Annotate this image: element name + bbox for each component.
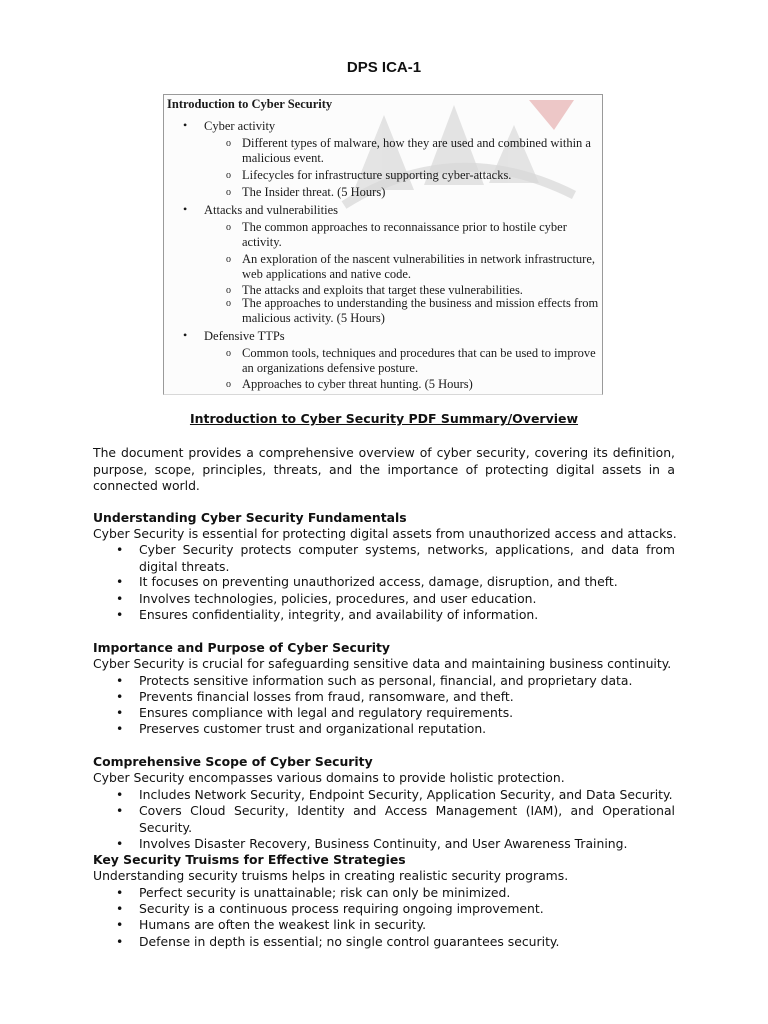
list-item: • Protects sensitive information such as personal, financial, and proprietary data. [116,673,633,688]
list-item: • Perfect security is unattainable; risk can only be minimized. [116,885,511,900]
syllabus-section-title: • Cyber activity [183,118,276,133]
syllabus-item: o The Insider threat. (5 Hours) [226,185,386,199]
circle-bullet-icon: o [226,170,231,181]
list-item: • Cyber Security protects computer systems, networks, applications, and data from digital threats. [116,542,675,574]
page-title: DPS ICA-1 [346,59,422,76]
circle-bullet-icon: o [226,298,231,309]
bullet-icon: • [116,803,124,818]
syllabus-section-title: • Attacks and vulnerabilities [183,202,338,217]
list-item: • Ensures confidentiality, integrity, and availability of information. [116,607,539,622]
bullet-icon: • [116,705,124,720]
section-lead: Cyber Security encompasses various domains to provide holistic protection. [93,770,565,785]
section-heading: Key Security Truisms for Effective Strategies [93,852,406,867]
bullet-icon: • [116,836,124,851]
syllabus-item: o Different types of malware, how they are used and combined within a malicious event. [226,136,591,165]
circle-bullet-icon: o [226,138,231,149]
section-lead: Understanding security truisms helps in creating realistic security programs. [93,868,569,883]
bullet-icon: • [183,118,188,132]
syllabus-item: o Lifecycles for infrastructure supporting cyber-attacks. [226,168,512,182]
circle-bullet-icon: o [226,187,231,198]
bullet-icon: • [116,885,124,900]
list-item: • Preserves customer trust and organizational reputation. [116,721,487,736]
section-lead: Cyber Security is essential for protecting digital assets from unauthorized access and attacks. [93,526,677,541]
list-item: • Defense in depth is essential; no single control guarantees security. [116,934,560,949]
bullet-icon: • [116,934,124,949]
bullet-icon: • [116,591,124,606]
intro-paragraph: The document provides a comprehensive overview of cyber security, covering its definition, purpose, scope, principles, threats, and the importance of protecting digital assets in a connected world. [93,445,675,493]
syllabus-item: o Common tools, techniques and procedures that can be used to improve an organizations defensive posture. [226,346,596,375]
list-item: • Humans are often the weakest link in security. [116,917,427,932]
syllabus-item: o The common approaches to reconnaissance prior to hostile cyber activity. [226,220,567,249]
list-item: • Security is a continuous process requiring ongoing improvement. [116,901,544,916]
section-heading: Importance and Purpose of Cyber Security [93,640,390,655]
bullet-icon: • [116,721,124,736]
bullet-icon: • [116,574,124,589]
circle-bullet-icon: o [226,254,231,265]
bullet-icon: • [116,787,124,802]
syllabus-image [163,94,603,395]
list-item: • Involves technologies, policies, procedures, and user education. [116,591,537,606]
bullet-icon: • [116,673,124,688]
syllabus-section-title: • Defensive TTPs [183,328,285,343]
circle-bullet-icon: o [226,379,231,390]
syllabus-item: o The approaches to understanding the business and mission effects from malicious activity. (5 Hours) [226,296,599,325]
syllabus-item: o Approaches to cyber threat hunting. (5 Hours) [226,377,473,391]
bullet-icon: • [116,542,124,557]
bullet-icon: • [116,917,124,932]
bullet-icon: • [183,328,188,342]
list-item: • It focuses on preventing unauthorized access, damage, disruption, and theft. [116,574,618,589]
list-item: • Covers Cloud Security, Identity and Access Management (IAM), and Operational Security. [116,803,675,835]
list-item: • Involves Disaster Recovery, Business Continuity, and User Awareness Training. [116,836,628,851]
section-lead: Cyber Security is crucial for safeguarding sensitive data and maintaining business continuity. [93,656,672,671]
list-item: • Includes Network Security, Endpoint Security, Application Security, and Data Security. [116,787,673,802]
summary-title: Introduction to Cyber Security PDF Summary/Overview [189,411,579,426]
syllabus-item: o The attacks and exploits that target these vulnerabilities. [226,283,523,297]
list-item: • Ensures compliance with legal and regulatory requirements. [116,705,514,720]
bullet-icon: • [116,607,124,622]
bullet-icon: • [116,901,124,916]
circle-bullet-icon: o [226,348,231,359]
syllabus-item: o An exploration of the nascent vulnerabilities in network infrastructure, web applications and native code. [226,252,596,281]
bullet-icon: • [116,689,124,704]
circle-bullet-icon: o [226,285,231,296]
section-heading: Understanding Cyber Security Fundamentals [93,510,407,525]
syllabus-heading: Introduction to Cyber Security [167,97,333,111]
section-heading: Comprehensive Scope of Cyber Security [93,754,373,769]
circle-bullet-icon: o [226,222,231,233]
bullet-icon: • [183,202,188,216]
list-item: • Prevents financial losses from fraud, ransomware, and theft. [116,689,514,704]
